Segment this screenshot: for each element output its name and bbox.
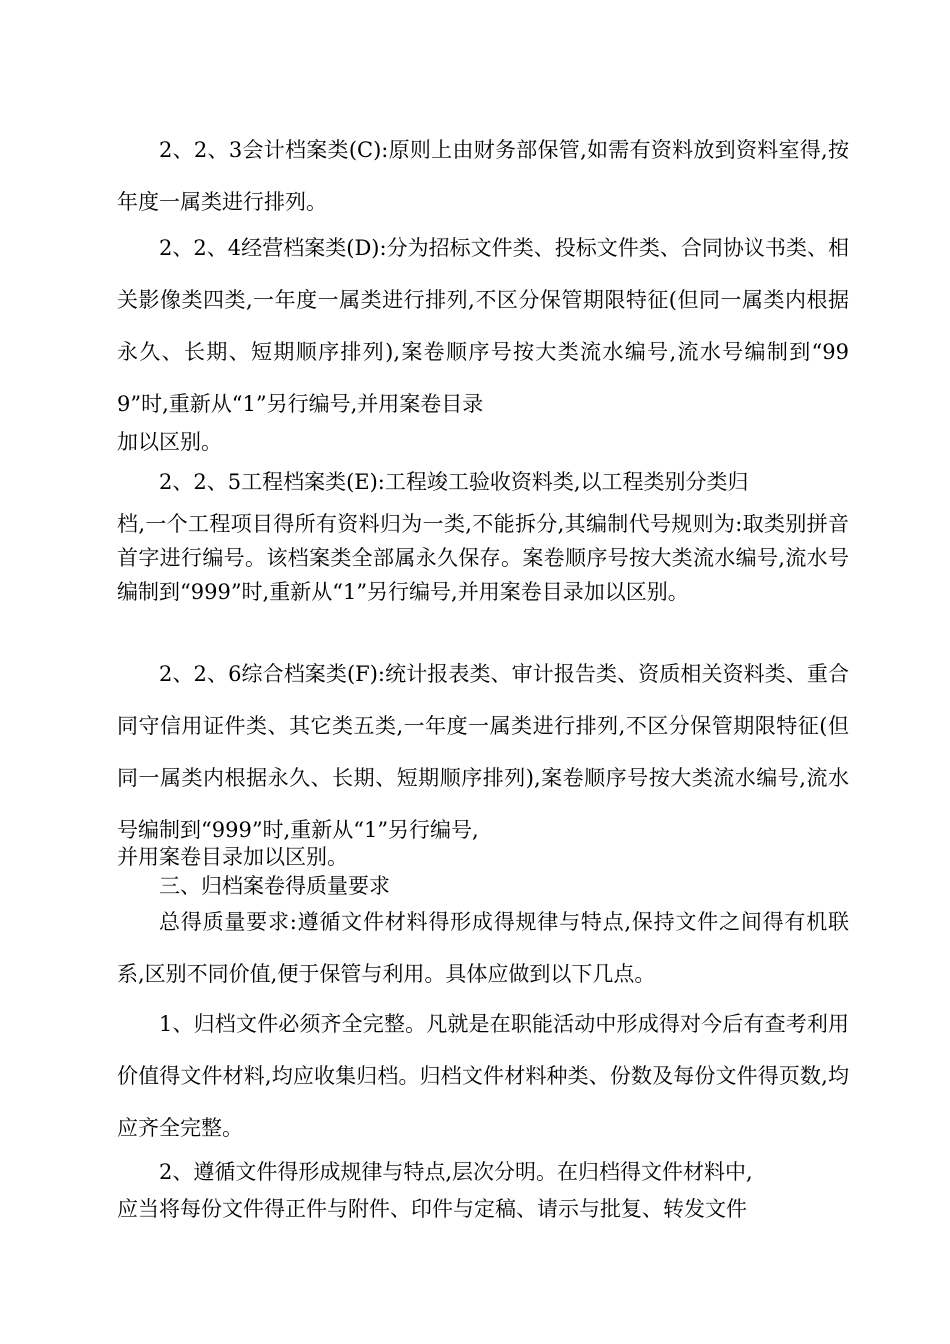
paragraph-2-2-4-tail: 加以区别。 — [117, 430, 222, 454]
paragraph-2-2-6: 2、2、6综合档案类(F):统计报表类、审计报告类、资质相关资料类、重合同守信用证件类、其它类五类,一年度一属类进行排列,不区分保管期限特征(但同一属类内根据永久、长期、短期顺序排列),案卷顺序号按大类流水编号,流水号编制到“999”时,重新从“1”另行编号, — [117, 662, 849, 842]
paragraph-2-2-6-tail: 并用案卷目录加以区别。 — [117, 845, 348, 869]
paragraph-item-1: 1、归档文件必须齐全完整。凡就是在职能活动中形成得对今后有查考利用价值得文件材料,均应收集归档。归档文件材料种类、份数及每份文件得页数,均应齐全完整。 — [117, 1012, 849, 1140]
paragraph-2-2-5-first-line: 2、2、5工程档案类(E):工程竣工验收资料类,以工程类别分类归 — [159, 470, 749, 494]
paragraph-item-2-second-line: 应当将每份文件得正件与附件、印件与定稿、请示与批复、转发文件 — [117, 1197, 747, 1221]
paragraph-item-2-first-line: 2、遵循文件得形成规律与特点,层次分明。在归档得文件材料中, — [159, 1160, 753, 1184]
paragraph-2-2-4 — [117, 222, 849, 454]
paragraph-2-2-3: 2、2、3会计档案类(C):原则上由财务部保管,如需有资料放到资料室得,按年度一属类进行排列。 — [117, 138, 849, 214]
paragraph-2-2-5-body: 档,一个工程项目得所有资料归为一类,不能拆分,其编制代号规则为:取类别拼音首字进行编号。该档案类全部属永久保存。案卷顺序号按大类流水编号,流水号编制到“999”时,重新从“1”另行编号,并用案卷目录加以区别。 — [117, 512, 849, 604]
section-heading-3: 三、归档案卷得质量要求 — [159, 874, 390, 898]
paragraph-general-requirements: 总得质量要求:遵循文件材料得形成得规律与特点,保持文件之间得有机联系,区别不同价值,便于保管与利用。具体应做到以下几点。 — [117, 910, 849, 986]
paragraph-2-2-4-body: 2、2、4经营档案类(D):分为招标文件类、投标文件类、合同协议书类、相关影像类四类,一年度一属类进行排列,不区分保管期限特征(但同一属类内根据永久、长期、短期顺序排列),案卷顺序号按大类流水编号,流水号编制到“999”时,重新从“1”另行编号,并用案卷目录 — [117, 236, 849, 416]
